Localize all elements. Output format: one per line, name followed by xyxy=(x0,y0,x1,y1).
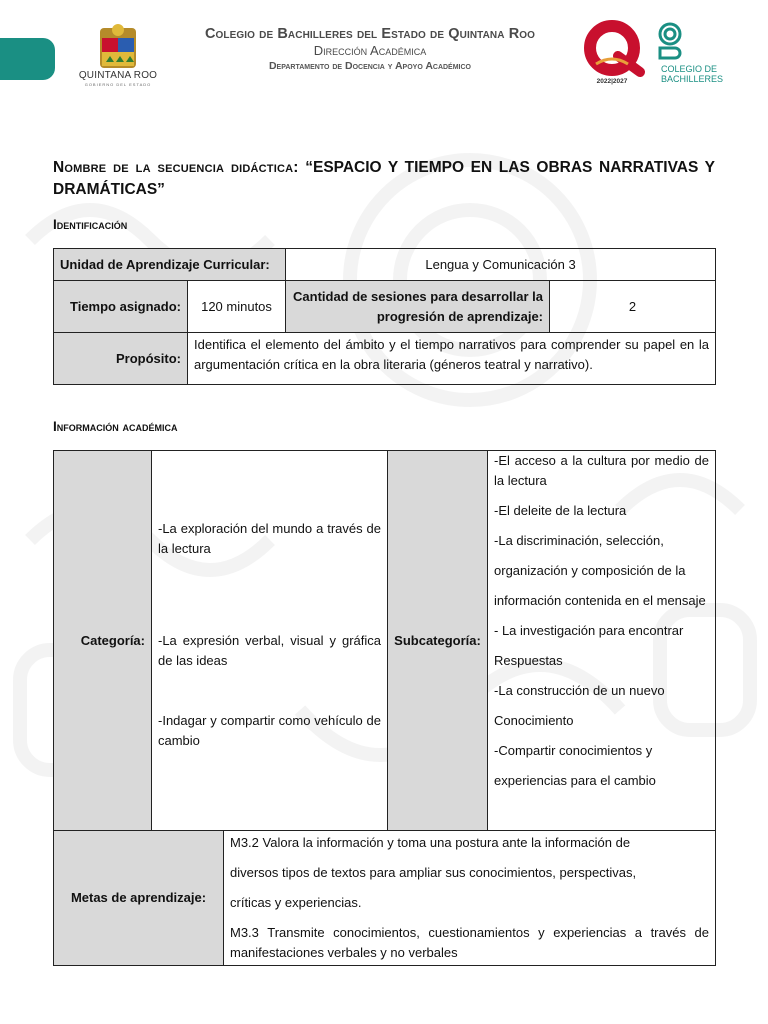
colegio-bachilleres-logo xyxy=(655,22,735,92)
subcategoria-label: Subcategoría: xyxy=(388,451,488,831)
accent-tab xyxy=(0,38,55,80)
subcategoria-item: -El deleite de la lectura xyxy=(494,503,627,518)
institution-header xyxy=(170,26,570,72)
identificacion-heading: Identificación xyxy=(53,217,128,232)
subcategoria-item: - La investigación para encontrar xyxy=(494,623,684,638)
sequence-name: “ESPACIO Y TIEMPO EN LAS OBRAS NARRATIVAS Y DRAMÁTICAS” xyxy=(53,159,715,198)
meta-line: M3.2 Valora la información y toma una postura ante la información de xyxy=(230,835,631,850)
categoria-item: -La expresión verbal, visual y gráfica de las ideas xyxy=(158,633,382,668)
uac-label: Unidad de Aprendizaje Curricular: xyxy=(54,249,286,281)
tiempo-label: Tiempo asignado: xyxy=(54,281,188,333)
subcategoria-item: -El acceso a la cultura por medio de la lectura xyxy=(494,453,710,488)
institution-name: Colegio de Bachilleres del Estado de Quintana Roo xyxy=(204,26,536,42)
categoria-item: -La exploración del mundo a través de la lectura xyxy=(158,521,382,556)
cb-logo-line2: BACHILLERES xyxy=(661,74,724,84)
state-logo-name: QUINTANA ROO xyxy=(78,70,158,81)
sesiones-value: 2 xyxy=(550,281,716,333)
categoria-item: -Indagar y compartir como vehículo de cambio xyxy=(158,713,382,748)
state-logo-subtitle: GOBIERNO DEL ESTADO xyxy=(84,82,152,87)
meta-line: M3.3 Transmite conocimientos, cuestionamientos y experiencias a través de manifestaciones verbales y no verbales xyxy=(230,925,710,960)
subcategoria-item: información contenida en el mensaje xyxy=(494,593,706,608)
subcategoria-item: Conocimiento xyxy=(494,713,574,728)
proposito-label: Propósito: xyxy=(54,333,188,385)
identification-table xyxy=(53,248,716,385)
subcategoria-item: -La construcción de un nuevo xyxy=(494,683,665,698)
subcategoria-list xyxy=(488,451,716,831)
meta-line: críticas y experiencias. xyxy=(230,895,362,910)
direction-name: Dirección Académica xyxy=(313,43,427,58)
quintana-roo-logo xyxy=(74,20,162,92)
subcategoria-item: experiencias para el cambio xyxy=(494,773,656,788)
meta-line: diversos tipos de textos para ampliar sus conocimientos, perspectivas, xyxy=(230,865,637,880)
q-logo-years: 2022|2027 xyxy=(596,78,628,85)
tiempo-value: 120 minutos xyxy=(188,281,286,333)
subcategoria-item: -La discriminación, selección, xyxy=(494,533,664,548)
subcategoria-item: Respuestas xyxy=(494,653,563,668)
metas-list xyxy=(224,831,716,966)
q-logo xyxy=(578,20,646,92)
academica-heading: Información académica xyxy=(53,419,178,434)
q-letter-icon xyxy=(578,20,646,78)
categoria-list xyxy=(152,451,388,831)
subcategoria-item: -Compartir conocimientos y xyxy=(494,743,653,758)
academic-info-table xyxy=(53,450,716,966)
cb-spiral-icon xyxy=(655,22,685,64)
department-name: Departamento de Docencia y Apoyo Académico xyxy=(268,60,472,72)
coat-of-arms-icon xyxy=(74,20,162,70)
proposito-value: Identifica el elemento del ámbito y el tiempo narrativos para comprender su papel en la argumentación crítica en la obra literaria (géneros teatral y narrativo). xyxy=(188,333,716,385)
subcategoria-item: organización y composición de la xyxy=(494,563,686,578)
sequence-title xyxy=(53,157,715,201)
cb-logo-line1: COLEGIO DE xyxy=(661,64,718,74)
sequence-label: Nombre de la secuencia didáctica: xyxy=(53,159,299,176)
categoria-label: Categoría: xyxy=(54,451,152,831)
metas-label: Metas de aprendizaje: xyxy=(54,831,224,966)
sesiones-label: Cantidad de sesiones para desarrollar la progresión de aprendizaje: xyxy=(286,281,550,333)
uac-value: Lengua y Comunicación 3 xyxy=(286,249,716,281)
